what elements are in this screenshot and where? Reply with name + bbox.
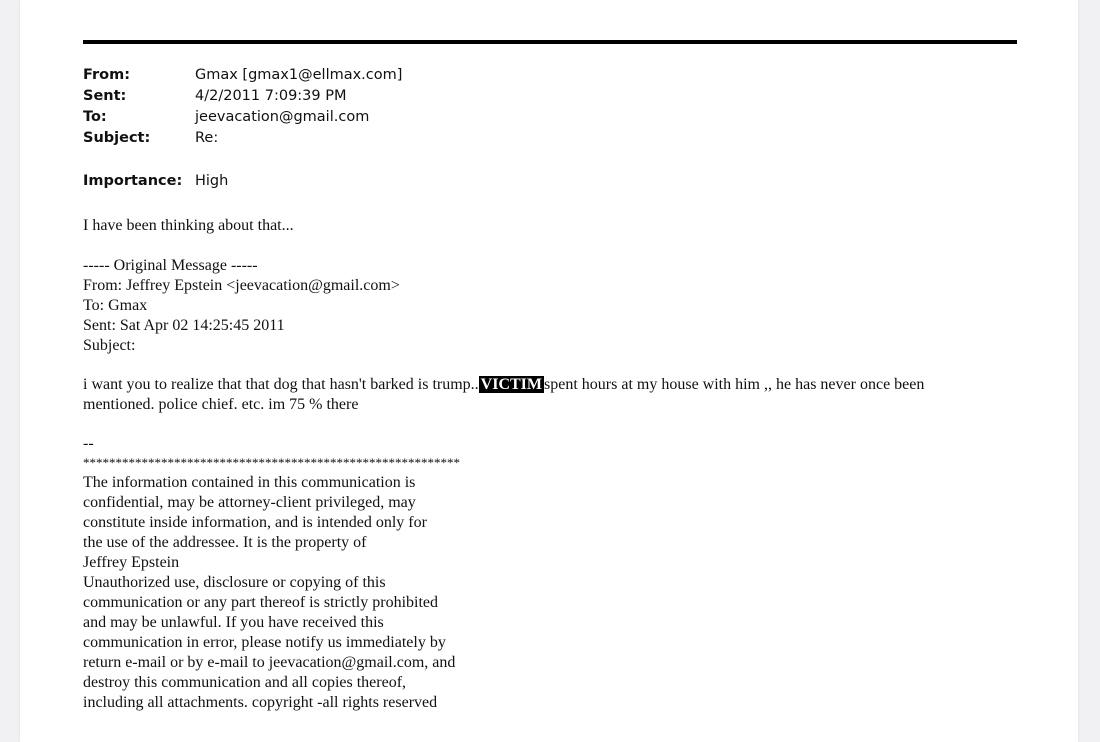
original-sent: Sent: Sat Apr 02 14:25:45 2011 bbox=[83, 317, 285, 334]
header-sent-row bbox=[83, 86, 402, 107]
header-to-label: To: bbox=[83, 109, 107, 125]
original-to: To: Gmax bbox=[83, 297, 148, 314]
original-subject: Subject: bbox=[83, 337, 136, 354]
header-rule bbox=[83, 40, 1017, 44]
signature-dashes: -- bbox=[83, 435, 94, 452]
disclaimer-line: Unauthorized use, disclosure or copying of this bbox=[83, 574, 386, 591]
signature-stars: ********************************************************** bbox=[83, 455, 460, 470]
original-message-block bbox=[83, 256, 400, 356]
disclaimer-line: communication or any part thereof is strictly prohibited bbox=[83, 594, 439, 611]
redaction-badge: VICTIM bbox=[480, 376, 543, 393]
disclaimer-line: destroy this communication and all copies thereof, bbox=[83, 674, 407, 691]
message-body bbox=[83, 375, 924, 415]
disclaimer-line: The information contained in this communication is bbox=[83, 474, 416, 491]
importance-value: High bbox=[195, 173, 229, 189]
disclaimer-line: communication in error, please notify us immediately by bbox=[83, 634, 446, 651]
disclaimer-line: and may be unlawful. If you have received this bbox=[83, 614, 384, 631]
message-line-1 bbox=[83, 375, 924, 395]
message-line-1-after: spent hours at my house with him ,, he has never once been bbox=[544, 376, 925, 393]
header-subject-label: Subject: bbox=[83, 130, 151, 146]
original-divider: ----- Original Message ----- bbox=[83, 257, 258, 274]
importance-row bbox=[83, 171, 228, 192]
header-to-value: jeevacation@gmail.com bbox=[195, 109, 370, 125]
header-from-row bbox=[83, 65, 402, 86]
header-subject-value: Re: bbox=[195, 130, 219, 146]
disclaimer-line: including all attachments. copyright -all rights reserved bbox=[83, 694, 438, 711]
header-from-value: Gmax [gmax1@ellmax.com] bbox=[195, 67, 403, 83]
disclaimer-line: constitute inside information, and is intended only for bbox=[83, 514, 427, 531]
header-sent-value: 4/2/2011 7:09:39 PM bbox=[195, 88, 347, 104]
importance-label: Importance: bbox=[83, 173, 183, 189]
message-line-2: mentioned. police chief. etc. im 75 % there bbox=[83, 396, 359, 413]
disclaimer-block bbox=[83, 473, 455, 713]
disclaimer-line: the use of the addressee. It is the property of bbox=[83, 534, 367, 551]
disclaimer-line: Jeffrey Epstein bbox=[83, 554, 180, 571]
message-line-1-before: i want you to realize that that dog that hasn't barked is trump.. bbox=[83, 376, 479, 393]
header-subject-row bbox=[83, 128, 402, 149]
email-header-block bbox=[83, 65, 402, 149]
disclaimer-line: confidential, may be attorney-client privileged, may bbox=[83, 494, 416, 511]
header-sent-label: Sent: bbox=[83, 88, 127, 104]
header-from-label: From: bbox=[83, 67, 130, 83]
original-from: From: Jeffrey Epstein <jeevacation@gmail.com> bbox=[83, 277, 400, 294]
disclaimer-line: return e-mail or by e-mail to jeevacation@gmail.com, and bbox=[83, 654, 456, 671]
header-to-row bbox=[83, 107, 402, 128]
reply-body: I have been thinking about that... bbox=[83, 217, 294, 234]
document-page bbox=[20, 0, 1078, 742]
